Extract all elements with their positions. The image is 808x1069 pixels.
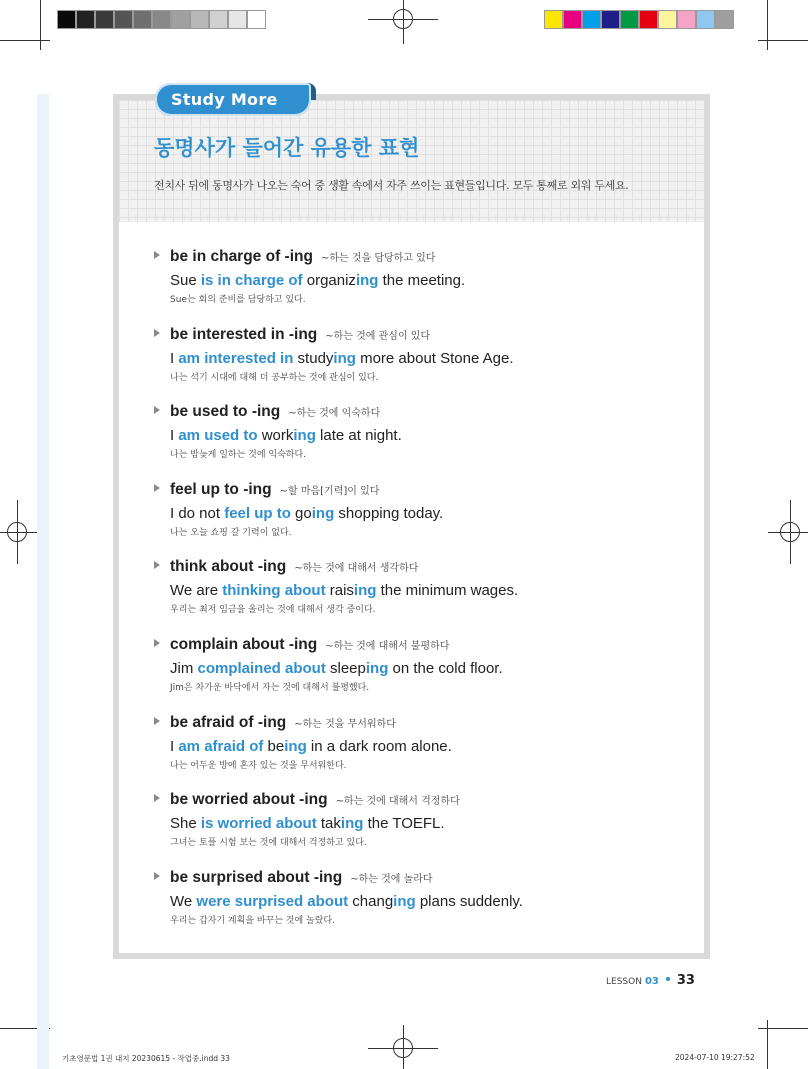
example-translation: 그녀는 토플 시험 보는 것에 대해서 걱정하고 있다.	[170, 838, 367, 849]
example-highlight: ing	[353, 582, 377, 600]
crop-mark	[0, 40, 50, 41]
color-swatch	[95, 10, 114, 29]
registration-line	[0, 532, 40, 533]
example-translation: 나는 석기 시대에 대해 더 공부하는 것에 관심이 있다.	[170, 372, 379, 383]
color-swatch	[563, 10, 582, 29]
example-translation: 우리는 최저 임금을 올리는 것에 대해서 생각 중이다.	[170, 605, 376, 616]
example-text: We are	[170, 582, 223, 600]
expression-phrase: be afraid of -ing	[170, 713, 287, 731]
color-swatch	[639, 10, 658, 29]
example-highlight: is in charge of	[200, 272, 303, 289]
example-highlight: am afraid of	[178, 737, 264, 755]
color-swatch	[152, 10, 171, 29]
example-text: on the cold floor.	[388, 659, 503, 677]
bullet-dot-icon	[666, 977, 670, 981]
example-sentence	[170, 582, 694, 599]
color-swatch	[620, 10, 639, 29]
example-text: late at night.	[315, 427, 402, 445]
example-translation: 나는 밤늦게 일하는 것에 익숙하다.	[170, 450, 307, 461]
example-text: organiz	[302, 272, 356, 289]
triangle-bullet-icon	[154, 794, 160, 802]
registration-line	[403, 0, 404, 44]
expression-item	[154, 481, 694, 559]
registration-line	[768, 532, 808, 533]
color-swatch	[133, 10, 152, 29]
triangle-bullet-icon	[154, 561, 160, 569]
expression-phrase: complain about -ing	[170, 635, 318, 653]
expression-meaning: ~하는 것에 대해서 불평하다	[325, 640, 450, 652]
example-translation: Jim은 차가운 바닥에서 자는 것에 대해서 불평했다.	[170, 682, 370, 693]
color-swatch	[677, 10, 696, 29]
color-swatch	[601, 10, 620, 29]
registration-line	[403, 1025, 404, 1069]
color-swatch	[171, 10, 190, 29]
example-text: We	[170, 892, 197, 910]
registration-line	[17, 500, 18, 564]
expression-item	[154, 791, 694, 869]
expression-item	[154, 636, 694, 714]
color-swatch	[190, 10, 209, 29]
example-text: I	[170, 427, 179, 445]
example-text: tak	[316, 815, 341, 833]
example-text: the TOEFL.	[363, 815, 445, 833]
color-swatch	[57, 10, 76, 29]
example-text: work	[257, 427, 294, 445]
color-swatch	[658, 10, 677, 29]
page-footer	[606, 973, 695, 988]
example-highlight: am used to	[178, 427, 258, 445]
color-swatch	[247, 10, 266, 29]
page-title: 동명사가 들어간 유용한 표현	[154, 136, 420, 160]
expression-item	[154, 248, 694, 326]
expression-phrase: be surprised about -ing	[170, 868, 343, 886]
expression-phrase: think about -ing	[170, 558, 287, 576]
example-text: be	[263, 737, 285, 755]
expression-phrase: feel up to -ing	[170, 480, 272, 498]
example-text: rais	[325, 582, 354, 600]
expression-head	[154, 481, 694, 499]
color-swatch	[76, 10, 95, 29]
side-strip	[37, 94, 49, 1069]
example-text: the meeting.	[378, 272, 466, 289]
expression-meaning: ~하는 것에 익숙하다	[288, 408, 381, 420]
expression-meaning: ~하는 것을 무서워하다	[294, 718, 396, 730]
lesson-number: 03	[644, 976, 659, 987]
example-sentence	[170, 427, 694, 444]
expression-item	[154, 326, 694, 404]
example-highlight: am interested in	[178, 349, 294, 367]
expression-phrase: be in charge of -ing	[170, 248, 313, 265]
example-sentence	[170, 505, 694, 522]
expression-meaning: ~하는 것에 대해서 걱정하다	[335, 796, 460, 808]
triangle-bullet-icon	[154, 406, 160, 414]
example-highlight: ing	[365, 659, 389, 677]
color-swatch	[544, 10, 563, 29]
example-highlight: complained about	[197, 659, 326, 677]
example-translation: Sue는 회의 준비를 담당하고 있다.	[170, 295, 306, 305]
example-sentence	[170, 738, 694, 755]
example-text: more about Stone Age.	[355, 349, 514, 367]
expression-meaning: ~할 마음[기력]이 있다	[279, 485, 380, 497]
example-highlight: feel up to	[224, 504, 291, 522]
example-highlight: is worried about	[200, 815, 317, 833]
color-swatch	[715, 10, 734, 29]
example-sentence	[170, 272, 694, 289]
example-translation: 우리는 갑자기 계획을 바꾸는 것에 놀랐다.	[170, 915, 335, 926]
example-highlight: ing	[284, 737, 307, 755]
example-sentence	[170, 660, 694, 677]
triangle-bullet-icon	[154, 484, 160, 492]
expression-head	[154, 403, 694, 421]
example-highlight: were surprised about	[196, 892, 349, 910]
example-text: study	[293, 349, 334, 367]
slug-filename: 기초영문법 1권 내지 20230615 - 작업중.indd 33	[62, 1054, 230, 1063]
crop-mark	[40, 0, 41, 50]
expression-phrase: be worried about -ing	[170, 791, 328, 809]
example-highlight: ing	[393, 892, 416, 910]
color-swatch	[228, 10, 247, 29]
expression-item	[154, 869, 694, 947]
color-swatch	[114, 10, 133, 29]
example-highlight: ing	[333, 349, 356, 367]
color-swatch	[696, 10, 715, 29]
example-highlight: ing	[355, 272, 379, 289]
expression-head	[154, 558, 694, 576]
crop-mark	[758, 40, 808, 41]
expression-head	[154, 326, 694, 344]
crop-mark	[758, 1028, 808, 1029]
expression-head	[154, 869, 694, 887]
page-number: 33	[676, 973, 695, 988]
example-highlight: thinking about	[222, 582, 326, 600]
example-sentence	[170, 815, 694, 832]
example-translation: 나는 어두운 방에 혼자 있는 것을 무서워한다.	[170, 760, 347, 771]
example-text: I	[170, 737, 179, 755]
expression-phrase: be interested in -ing	[170, 325, 318, 343]
example-highlight: ing	[340, 815, 364, 833]
example-highlight: ing	[311, 504, 335, 522]
gray-color-bar	[57, 10, 266, 29]
expression-head	[154, 248, 694, 266]
expression-meaning: ~하는 것에 관심이 있다	[325, 330, 431, 342]
example-text: sleep	[325, 659, 366, 677]
expression-item	[154, 714, 694, 792]
crop-mark	[767, 0, 768, 50]
lesson-label: LESSON	[606, 977, 642, 987]
registration-line	[790, 500, 791, 564]
expression-meaning: ~하는 것에 놀라다	[350, 873, 433, 885]
example-sentence	[170, 893, 694, 910]
color-swatch	[582, 10, 601, 29]
expression-phrase: be used to -ing	[170, 403, 281, 421]
example-text: in a dark room alone.	[306, 737, 452, 755]
example-text: go	[290, 504, 312, 522]
example-text: plans suddenly.	[415, 892, 523, 910]
slug-timestamp: 2024-07-10 19:27:52	[675, 1053, 755, 1062]
example-text: shopping today.	[334, 504, 444, 522]
cmyk-color-bar	[544, 10, 734, 29]
example-text: She	[170, 815, 201, 833]
triangle-bullet-icon	[154, 251, 160, 259]
example-highlight: ing	[293, 427, 316, 445]
example-text: I do not	[170, 504, 225, 522]
expression-head	[154, 636, 694, 654]
expression-item	[154, 558, 694, 636]
expression-meaning: ~하는 것을 담당하고 있다	[320, 253, 436, 264]
expression-head	[154, 791, 694, 809]
triangle-bullet-icon	[154, 639, 160, 647]
expression-head	[154, 714, 694, 732]
example-text: Sue	[170, 272, 201, 289]
example-translation: 나는 오늘 쇼핑 갈 기력이 없다.	[170, 527, 292, 538]
expression-item	[154, 403, 694, 481]
expression-list	[154, 248, 694, 946]
study-more-tag: Study More	[155, 83, 311, 116]
example-text: Jim	[170, 659, 198, 677]
page-subtitle: 전치사 뒤에 동명사가 나오는 숙어 중 생활 속에서 자주 쓰이는 표현들입니다. 모두 통째로 외워 두세요.	[154, 179, 629, 192]
triangle-bullet-icon	[154, 329, 160, 337]
example-text: chang	[348, 892, 394, 910]
expression-meaning: ~하는 것에 대해서 생각하다	[294, 563, 419, 575]
color-swatch	[209, 10, 228, 29]
example-sentence	[170, 350, 694, 367]
triangle-bullet-icon	[154, 872, 160, 880]
example-text: the minimum wages.	[376, 582, 519, 600]
example-text: I	[170, 349, 179, 367]
triangle-bullet-icon	[154, 717, 160, 725]
